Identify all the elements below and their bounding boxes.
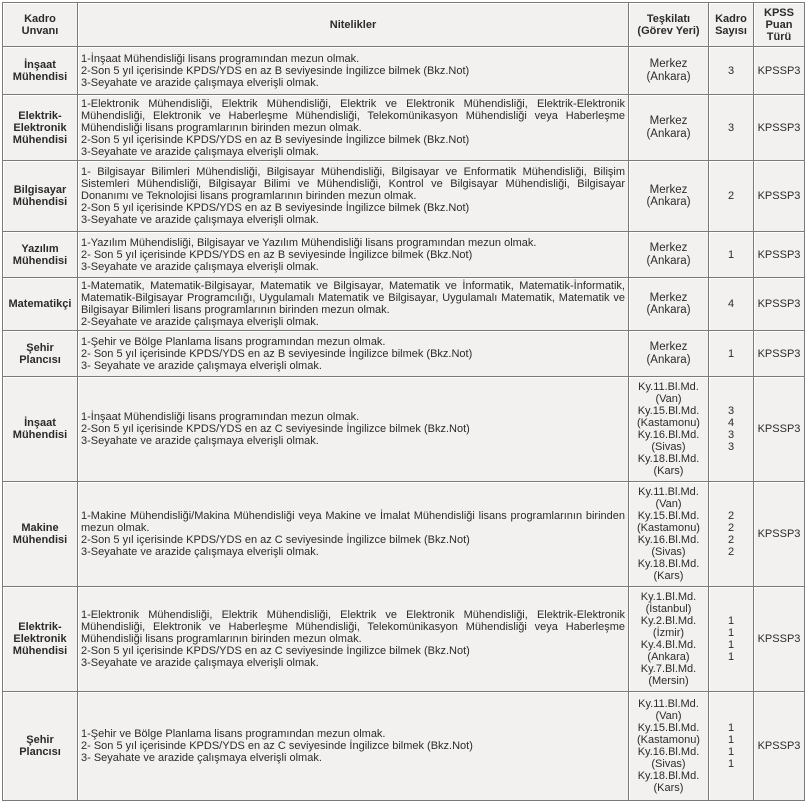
- header-line: Kadro: [715, 12, 747, 25]
- teskilat-line: Ky.11.Bl.Md.: [638, 381, 699, 393]
- teskilat-line: (Kastamonu): [637, 417, 700, 429]
- teskilat-line: (Van): [655, 393, 682, 405]
- kadro-sayisi-value: 2: [727, 522, 735, 534]
- nitelik-item: 1-İnşaat Mühendisliği lisans programından mezun olmak.: [81, 52, 360, 65]
- teskilat-cell: [629, 331, 709, 377]
- header-line: Kadro: [24, 12, 56, 25]
- teskilat-line: (Sivas): [651, 441, 686, 453]
- teskilat-line: Merkez: [649, 58, 688, 70]
- kadro-unvani-line: Şehir: [26, 734, 54, 746]
- kpss-puan-turu-cell: KPSSP3: [754, 232, 805, 278]
- teskilat-line: (Ankara): [647, 651, 690, 663]
- table-row: [3, 95, 805, 161]
- teskilat-line: Ky.16.Bl.Md.: [637, 746, 700, 758]
- table-row: [3, 278, 805, 331]
- teskilat-line: (Ankara): [646, 127, 691, 140]
- nitelik-item: 3-Seyahate ve arazide çalışmaya elverişli olmak.: [81, 76, 319, 89]
- header-line: Puan: [765, 18, 793, 31]
- nitelik-item: 1- Bilgisayar Bilimleri Mühendisliği, Bilgisayar Mühendisliği, Bilgisayar ve Enformatik Mühendisliği, Bilişim Sistemleri Mühendisliği, Bilgisayar Bilimi ve Mühendisliği, Kontrol ve Bilgisayar Mühendisliği, Bilgisayar Donanımı ve Teknolojisi lisans programlarının birinden mezun olmak.: [81, 166, 625, 202]
- teskilat-line: (Ankara): [646, 304, 691, 316]
- kadro-unvani-line: Mühendisi: [12, 429, 68, 441]
- header-line: KPSS: [764, 6, 794, 19]
- table-row: [3, 331, 805, 377]
- nitelik-item: 3-Seyahate ve arazide çalışmaya elverişli olmak.: [81, 435, 319, 447]
- kadro-sayisi-value: 1: [727, 248, 735, 261]
- teskilat-line: Ky.7.Bl.Md.: [640, 663, 697, 675]
- nitelik-item: 2-Son 5 yıl içerisinde KPDS/YDS en az B seviyesinde İngilizce bilmek (Bkz.Not): [81, 133, 470, 146]
- kadro-unvani-line: Plancısı: [19, 353, 61, 366]
- table-body: [3, 47, 805, 801]
- kadro-sayisi-cell: [709, 587, 754, 692]
- kadro-unvani-line: Yazılım: [21, 242, 59, 255]
- nitelikler-cell: [78, 47, 629, 95]
- kpss-puan-turu-cell: KPSSP3: [754, 692, 805, 801]
- kpss-puan-turu-cell: KPSSP3: [754, 587, 805, 692]
- kadro-unvani-cell: [3, 95, 78, 161]
- teskilat-line: (Van): [655, 498, 682, 510]
- kadro-unvani-cell: [3, 482, 78, 587]
- table-row: [3, 161, 805, 232]
- kadro-unvani-line: Plancısı: [19, 746, 61, 758]
- table-row: [3, 47, 805, 95]
- nitelikler-cell: [78, 232, 629, 278]
- teskilat-line: (Kars): [653, 570, 684, 582]
- nitelik-item: 2-Son 5 yıl içerisinde KPDS/YDS en az B seviyesinde İngilizce bilmek (Bkz.Not): [81, 202, 470, 214]
- teskilat-line: (Kars): [653, 465, 684, 477]
- header-kadro-unvani: [3, 3, 78, 47]
- kadro-sayisi-cell: [709, 278, 754, 331]
- kadro-sayisi-value: 1: [727, 734, 735, 746]
- kadro-sayisi-cell: [709, 161, 754, 232]
- teskilat-line: Merkez: [649, 291, 688, 304]
- kpss-puan-turu-cell: KPSSP3: [754, 95, 805, 161]
- nitelik-item: 2- Son 5 yıl içerisinde KPDS/YDS en az B seviyesinde İngilizce bilmek (Bkz.Not): [81, 347, 473, 360]
- nitelik-item: 3-Seyahate ve arazide çalışmaya elverişli olmak.: [81, 260, 319, 273]
- teskilat-line: (Van): [655, 710, 682, 722]
- kadro-sayisi-cell: [709, 482, 754, 587]
- kadro-unvani-line: Elektronik: [13, 121, 67, 134]
- nitelik-item: 2- Son 5 yıl içerisinde KPDS/YDS en az B seviyesinde İngilizce bilmek (Bkz.Not): [81, 248, 473, 261]
- kadro-sayisi-value: 4: [727, 417, 735, 429]
- kadro-unvani-line: Elektronik: [13, 633, 67, 645]
- kadro-sayisi-value: 2: [727, 190, 735, 202]
- teskilat-line: (Kastamonu): [637, 734, 700, 746]
- kadro-unvani-cell: [3, 161, 78, 232]
- kadro-sayisi-value: 1: [727, 722, 735, 734]
- teskilat-cell: [629, 482, 709, 587]
- teskilat-line: (Ankara): [646, 254, 691, 267]
- kadro-sayisi-value: 4: [727, 298, 735, 310]
- table-row: [3, 587, 805, 692]
- kpss-puan-turu-cell: KPSSP3: [754, 482, 805, 587]
- teskilat-line: Merkez: [649, 115, 688, 127]
- kadro-sayisi-value: 3: [727, 121, 735, 134]
- kadro-sayisi-value: 1: [727, 615, 735, 627]
- nitelik-item: 1-Şehir ve Bölge Planlama lisans programından mezun olmak.: [81, 728, 386, 740]
- nitelik-item: 2-Son 5 yıl içerisinde KPDS/YDS en az B seviyesinde İngilizce bilmek (Bkz.Not): [81, 64, 470, 77]
- header-teskilati: [629, 3, 709, 47]
- header-kadro-sayisi: [709, 3, 754, 47]
- teskilat-line: Ky.2.Bl.Md.: [640, 615, 697, 627]
- nitelik-item: 1-İnşaat Mühendisliği lisans programından mezun olmak.: [81, 411, 360, 423]
- teskilat-line: Ky.18.Bl.Md.: [637, 453, 700, 465]
- kadro-sayisi-value: 1: [727, 746, 735, 758]
- teskilat-line: Ky.15.Bl.Md.: [637, 405, 700, 417]
- kadro-sayisi-value: 2: [727, 534, 735, 546]
- teskilat-cell: [629, 278, 709, 331]
- kadro-sayisi-value: 1: [727, 347, 735, 360]
- teskilat-line: Merkez: [649, 242, 688, 254]
- teskilat-line: Ky.11.Bl.Md.: [638, 698, 699, 710]
- kadro-sayisi-value: 3: [727, 429, 735, 441]
- nitelik-item: 2-Son 5 yıl içerisinde KPDS/YDS en az C seviyesinde İngilizce bilmek (Bkz.Not): [81, 534, 470, 546]
- kadro-sayisi-value: 1: [727, 627, 735, 639]
- kadro-unvani-line: Mühendisi: [12, 254, 68, 267]
- nitelik-item: 3-Seyahate ve arazide çalışmaya elverişli olmak.: [81, 214, 319, 226]
- kadro-unvani-line: Bilgisayar: [13, 184, 67, 196]
- table-row: [3, 482, 805, 587]
- kadro-sayisi-cell: [709, 331, 754, 377]
- kadro-unvani-cell: [3, 278, 78, 331]
- kadro-unvani-cell: [3, 232, 78, 278]
- kadro-unvani-line: Elektrik-: [18, 621, 62, 633]
- kadro-sayisi-value: 3: [727, 64, 735, 77]
- nitelikler-cell: [78, 331, 629, 377]
- kadro-unvani-line: Mühendisi: [12, 534, 68, 546]
- nitelik-item: 3- Seyahate ve arazide çalışmaya elverişli olmak.: [81, 359, 322, 372]
- kadro-unvani-cell: [3, 692, 78, 801]
- kadro-sayisi-cell: [709, 232, 754, 278]
- header-line: (Görev Yeri): [637, 24, 700, 37]
- nitelik-item: 3- Seyahate ve arazide çalışmaya elverişli olmak.: [81, 752, 322, 764]
- teskilat-cell: [629, 232, 709, 278]
- nitelik-item: 2-Seyahate ve arazide çalışmaya elverişli olmak.: [81, 316, 319, 328]
- kadro-sayisi-value: 1: [727, 651, 735, 663]
- header-row: [3, 3, 805, 47]
- kadro-unvani-line: Şehir: [26, 341, 54, 354]
- teskilat-line: Ky.15.Bl.Md.: [637, 722, 700, 734]
- table-row: [3, 377, 805, 482]
- teskilat-cell: [629, 377, 709, 482]
- kadro-sayisi-value: 2: [727, 510, 735, 522]
- table-row: [3, 232, 805, 278]
- nitelikler-cell: [78, 377, 629, 482]
- kpss-puan-turu-cell: KPSSP3: [754, 331, 805, 377]
- nitelik-item: 1-Yazılım Mühendisliği, Bilgisayar ve Yazılım Mühendisliği lisans programından mezun olmak.: [81, 236, 537, 249]
- kadro-sayisi-cell: [709, 377, 754, 482]
- header-nitelikler: Nitelikler: [78, 3, 629, 47]
- teskilat-line: (Ankara): [646, 353, 691, 366]
- kadro-sayisi-value: 2: [727, 546, 735, 558]
- teskilat-cell: [629, 161, 709, 232]
- nitelikler-cell: [78, 587, 629, 692]
- teskilat-cell: [629, 692, 709, 801]
- teskilat-line: (Sivas): [651, 546, 686, 558]
- kadro-unvani-line: Elektrik-: [18, 109, 62, 122]
- nitelik-item: 2- Son 5 yıl içerisinde KPDS/YDS en az C seviyesinde İngilizce bilmek (Bkz.Not): [81, 740, 473, 752]
- kpss-puan-turu-cell: KPSSP3: [754, 278, 805, 331]
- kadro-unvani-line: Makine: [21, 522, 59, 534]
- teskilat-line: Ky.1.Bl.Md.: [640, 591, 697, 603]
- teskilat-line: (Ankara): [646, 196, 691, 208]
- nitelik-item: 3-Seyahate ve arazide çalışmaya elverişli olmak.: [81, 657, 319, 669]
- teskilat-line: Ky.18.Bl.Md.: [637, 770, 700, 782]
- nitelik-item: 2-Son 5 yıl içerisinde KPDS/YDS en az C seviyesinde İngilizce bilmek (Bkz.Not): [81, 645, 470, 657]
- nitelik-item: 3-Seyahate ve arazide çalışmaya elverişli olmak.: [81, 546, 319, 558]
- kpss-puan-turu-cell: KPSSP3: [754, 377, 805, 482]
- nitelikler-cell: [78, 482, 629, 587]
- nitelikler-cell: [78, 278, 629, 331]
- kadro-sayisi-value: 3: [727, 405, 735, 417]
- nitelik-item: 1-Makine Mühendisliği/Makina Mühendisliği veya Makine ve İmalat Mühendisliği lisans programlarının birinden mezun olmak.: [81, 510, 625, 534]
- kadro-unvani-cell: [3, 377, 78, 482]
- nitelik-item: 1-Matematik, Matematik-Bilgisayar, Matematik ve Bilgisayar, Matematik ve İnformatik, Matematik-İnformatik, Matematik-Bilgisayar Programcılığı, Uygulamalı Matematik ve Bilgisayar, Uygulamalı Matematik, Matematik ve Bilgisayar Bilimleri lisans programlarının birinden mezun olmak.: [81, 280, 625, 316]
- nitelik-item: 1-Elektronik Mühendisliği, Elektrik Mühendisliği, Elektrik ve Elektronik Mühendisliği, Elektrik-Elektronik Mühendisliği, Elektronik ve Haberleşme Mühendisliği, Telekomünikasyon Mühendisliği veya Haberleşme Mühendisliği lisans programlarının birinden mezun olmak.: [81, 97, 625, 134]
- kadro-sayisi-cell: [709, 47, 754, 95]
- header-line: Türü: [766, 30, 792, 43]
- nitelikler-cell: [78, 161, 629, 232]
- teskilat-line: Merkez: [649, 341, 688, 353]
- kadro-unvani-line: İnşaat: [24, 58, 56, 71]
- header-line: Teşkilatı: [646, 12, 691, 25]
- nitelik-item: 1-Elektronik Mühendisliği, Elektrik Mühendisliği, Elektrik ve Elektronik Mühendisliği, Elektrik-Elektronik Mühendisliği, Elektronik ve Haberleşme Mühendisliği, Telekomünikasyon Mühendisliği veya Haberleşme Mühendisliği lisans programlarının birinden mezun olmak.: [81, 609, 625, 645]
- kadro-unvani-line: İnşaat: [24, 417, 56, 429]
- header-kpss-puan-turu: [754, 3, 805, 47]
- kadro-sayisi-value: 1: [727, 639, 735, 651]
- nitelikler-cell: [78, 692, 629, 801]
- teskilat-line: Ky.15.Bl.Md.: [637, 510, 700, 522]
- kadro-unvani-line: Mühendisi: [12, 70, 68, 83]
- teskilat-line: (İstanbul): [645, 603, 692, 615]
- teskilat-line: Ky.11.Bl.Md.: [638, 486, 699, 498]
- teskilat-cell: [629, 47, 709, 95]
- header-line: Unvanı: [21, 24, 59, 37]
- teskilat-line: Merkez: [649, 183, 688, 196]
- teskilat-line: (İzmir): [652, 627, 685, 639]
- teskilat-line: (Ankara): [646, 70, 691, 83]
- teskilat-line: Ky.18.Bl.Md.: [637, 558, 700, 570]
- kadro-unvani-cell: [3, 587, 78, 692]
- kadro-unvani-cell: [3, 47, 78, 95]
- teskilat-line: Ky.16.Bl.Md.: [637, 534, 700, 546]
- nitelik-item: 2-Son 5 yıl içerisinde KPDS/YDS en az C seviyesinde İngilizce bilmek (Bkz.Not): [81, 423, 470, 435]
- kadro-sayisi-value: 1: [727, 758, 735, 770]
- kadro-sayisi-cell: [709, 692, 754, 801]
- table-row: [3, 692, 805, 801]
- teskilat-cell: [629, 95, 709, 161]
- nitelik-item: 3-Seyahate ve arazide çalışmaya elverişli olmak.: [81, 145, 319, 158]
- teskilat-line: (Kastamonu): [637, 522, 700, 534]
- teskilat-line: (Mersin): [648, 675, 689, 687]
- teskilat-line: Ky.4.Bl.Md.: [640, 639, 697, 651]
- teskilat-cell: [629, 587, 709, 692]
- header-line: Sayısı: [715, 24, 747, 37]
- kadro-unvani-line: Mühendisi: [12, 645, 68, 657]
- teskilat-line: (Kars): [653, 782, 684, 794]
- kadro-unvani-cell: [3, 331, 78, 377]
- kadro-sayisi-cell: [709, 95, 754, 161]
- kadro-unvani-line: Mühendisi: [12, 133, 68, 146]
- kadro-unvani-line: Mühendisi: [12, 196, 68, 208]
- nitelik-item: 1-Şehir ve Bölge Planlama lisans programından mezun olmak.: [81, 335, 386, 348]
- kadro-table: [2, 2, 805, 801]
- kpss-puan-turu-cell: KPSSP3: [754, 161, 805, 232]
- kadro-sayisi-value: 3: [727, 441, 735, 453]
- teskilat-line: Ky.16.Bl.Md.: [637, 429, 700, 441]
- kadro-unvani-line: Matematikçi: [8, 298, 72, 310]
- teskilat-line: (Sivas): [651, 758, 686, 770]
- kpss-puan-turu-cell: KPSSP3: [754, 47, 805, 95]
- nitelikler-cell: [78, 95, 629, 161]
